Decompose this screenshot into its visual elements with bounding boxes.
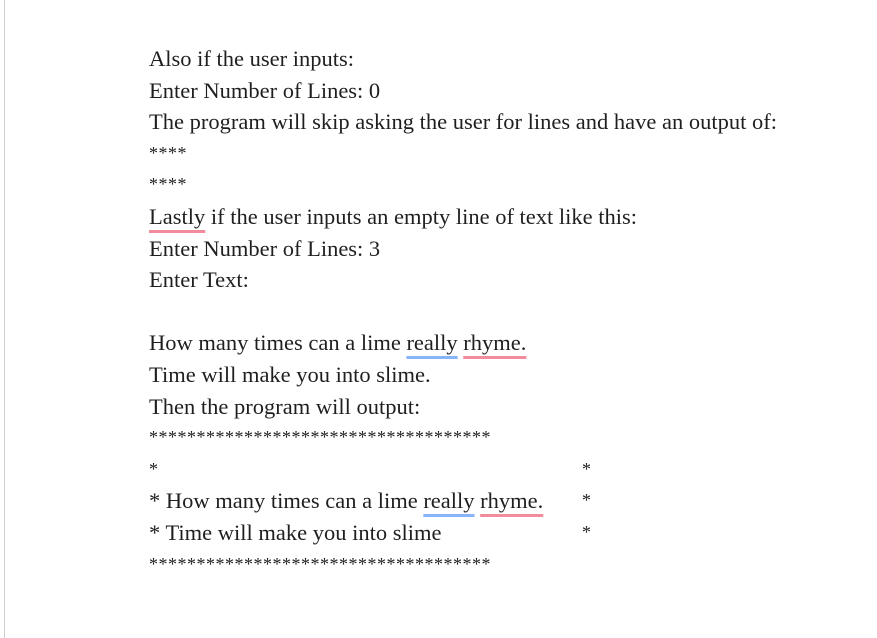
grammar-flag-really-box[interactable]: really xyxy=(423,488,475,514)
box-row-slime xyxy=(149,517,849,549)
lime-rhyme-start: How many times can a lime xyxy=(149,330,407,356)
text-line-program-skip: The program will skip asking the user for lines and have an output of: xyxy=(149,109,777,135)
grammar-flag-really[interactable]: really xyxy=(406,330,458,356)
box-top-border: ************************************ xyxy=(149,427,491,448)
text-line-lastly xyxy=(149,201,849,233)
box-bottom-border: ************************************ xyxy=(149,553,491,574)
box-right-star: * xyxy=(582,521,592,542)
text-line-lastly-rest: if the user inputs an empty line of text like this: xyxy=(205,203,638,229)
box-lime-rhyme-start: * How many times can a lime xyxy=(149,488,424,514)
box-slime-text: * Time will make you into slime xyxy=(149,519,442,545)
box-left-star: * xyxy=(149,458,159,479)
page-left-edge xyxy=(4,0,5,638)
spelling-flag-lastly[interactable]: Lastly xyxy=(149,203,206,229)
empty-line xyxy=(149,296,849,328)
text-line-enter-lines-3: Enter Number of Lines: 3 xyxy=(149,235,381,261)
text-line-lime-rhyme xyxy=(149,327,849,359)
text-line-program-output: Then the program will output: xyxy=(149,393,421,419)
spelling-flag-rhyme[interactable]: rhyme. xyxy=(463,330,527,356)
box-right-star: * xyxy=(582,490,592,511)
text-line-stars-1: **** xyxy=(149,142,187,163)
text-line-slime: Time will make you into slime. xyxy=(149,361,431,387)
spelling-flag-rhyme-box[interactable]: rhyme. xyxy=(480,488,544,514)
box-row-lime-rhyme xyxy=(149,485,849,517)
text-line-enter-text: Enter Text: xyxy=(149,267,249,293)
text-line-enter-lines-0: Enter Number of Lines: 0 xyxy=(149,77,381,103)
document-body xyxy=(149,43,849,580)
box-right-star: * xyxy=(582,458,592,479)
text-line-also-if: Also if the user inputs: xyxy=(149,46,354,71)
text-line-stars-2: **** xyxy=(149,174,187,195)
box-empty-row xyxy=(149,454,849,486)
